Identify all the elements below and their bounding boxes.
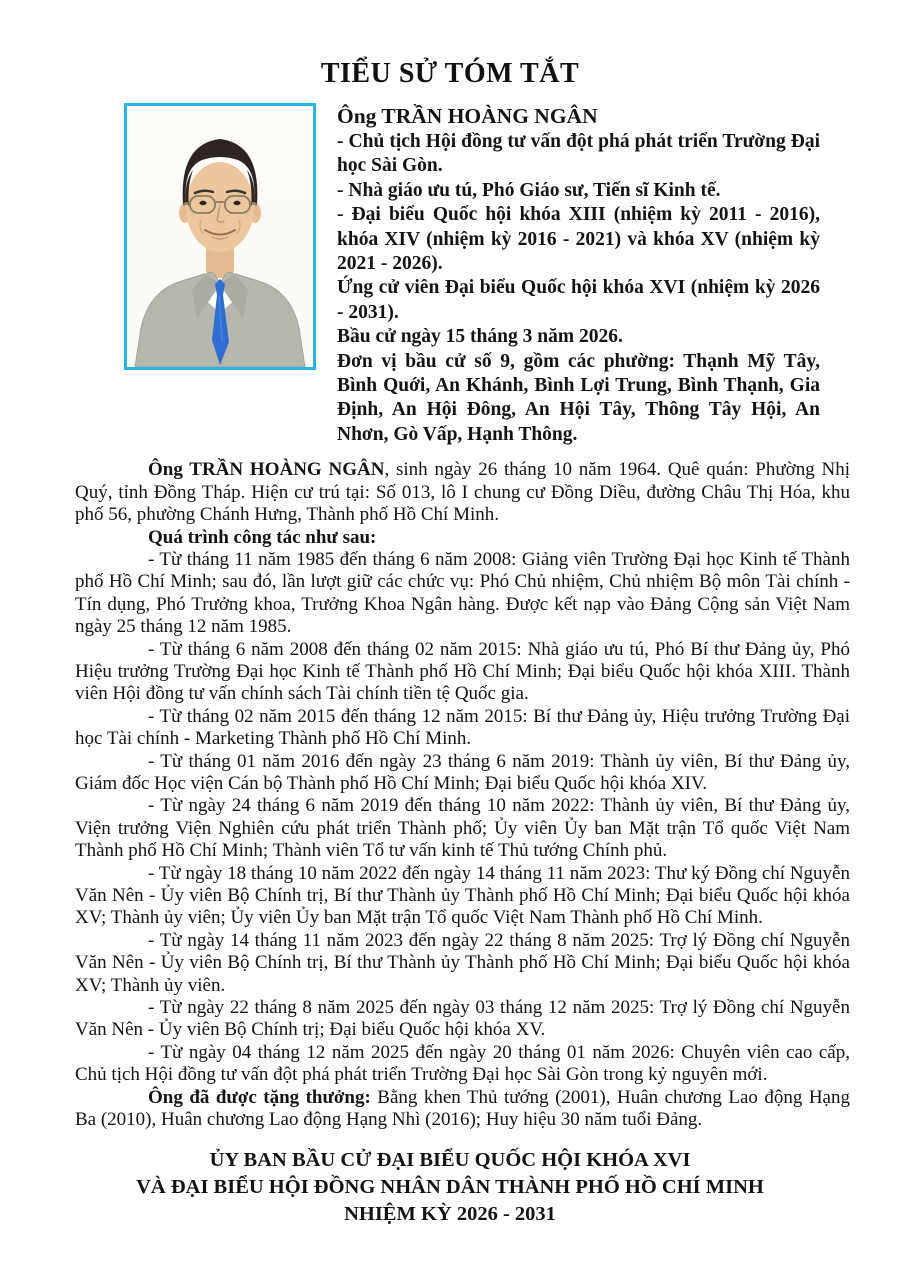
candidate-info-line: - Chủ tịch Hội đồng tư vấn đột phá phát triển Trường Đại học Sài Gòn. bbox=[337, 131, 820, 177]
career-paragraph: - Từ tháng 01 năm 2016 đến ngày 23 tháng 6 năm 2019: Thành ủy viên, Bí thư Đảng ủy, Giám đốc Học viện Cán bộ Thành phố Hồ Chí Minh; Đại biểu Quốc hội khóa XIV. bbox=[75, 750, 850, 794]
bio-intro-text: , sinh ngày 26 tháng 10 năm 1964. Quê quán: Phường Nhị Quý, tỉnh Đồng Tháp. Hiện cư trú tại: Số 013, lô I chung cư Đồng Diều, đường Châu Thị Hóa, khu phố 56, phường Chánh Hưng, Thành phố Hồ Chí Minh. bbox=[75, 459, 851, 526]
portrait-image bbox=[127, 106, 313, 367]
header-section bbox=[124, 103, 820, 447]
career-paragraph: - Từ ngày 24 tháng 6 năm 2019 đến tháng 10 năm 2022: Thành ủy viên, Bí thư Đảng ủy, Viện trưởng Viện Nghiên cứu phát triển Thành phố; Ủy viên Ủy ban Mặt trận Tổ quốc Việt Nam Thành phố Hồ Chí Minh; Thành viên Tổ tư vấn kinh tế Thủ tướng Chính phủ. bbox=[75, 795, 850, 862]
candidate-info-list bbox=[337, 130, 820, 447]
candidate-info-line: Đơn vị bầu cử số 9, gồm các phường: Thạnh Mỹ Tây, Bình Quới, An Khánh, Bình Lợi Trung, Bình Thạnh, Gia Định, An Hội Đông, An Hội Tây, Thông Tây Hội, An Nhơn, Gò Vấp, Hạnh Thông. bbox=[337, 350, 820, 445]
career-paragraph: - Từ tháng 11 năm 1985 đến tháng 6 năm 2008: Giảng viên Trường Đại học Kinh tế Thành phố Hồ Chí Minh; sau đó, lần lượt giữ các chức vụ: Phó Chủ nhiệm, Chủ nhiệm Bộ môn Tài chính - Tín dụng, Phó Trưởng khoa, Trưởng Khoa Ngân hàng. Được kết nạp vào Đảng Cộng sản Việt Nam ngày 25 tháng 12 năm 1985. bbox=[75, 548, 850, 638]
career-paragraph: - Từ ngày 22 tháng 8 năm 2025 đến ngày 03 tháng 12 năm 2025: Trợ lý Đồng chí Nguyễn Văn Nên - Ủy viên Bộ Chính trị; Đại biểu Quốc hội khóa XV. bbox=[75, 997, 850, 1041]
career-paragraph: - Từ ngày 14 tháng 11 năm 2023 đến ngày 22 tháng 8 năm 2025: Trợ lý Đồng chí Nguyễn Văn Nên - Ủy viên Bộ Chính trị, Bí thư Thành ủy Thành phố Hồ Chí Minh; Đại biểu Quốc hội khóa XV; Thành ủy viên. bbox=[75, 929, 850, 996]
bio-intro-name: Ông TRẦN HOÀNG NGÂN bbox=[148, 459, 385, 481]
career-list bbox=[75, 549, 850, 1087]
candidate-info-line: - Nhà giáo ưu tú, Phó Giáo sư, Tiến sĩ Kinh tế. bbox=[337, 179, 721, 201]
footer-committee bbox=[0, 1147, 900, 1228]
candidate-summary bbox=[337, 103, 820, 447]
biography-section bbox=[75, 459, 850, 1131]
candidate-info-line: - Đại biểu Quốc hội khóa XIII (nhiệm kỳ 2011 - 2016), khóa XIV (nhiệm kỳ 2016 - 2021) và khóa XV (nhiệm kỳ 2021 - 2026). bbox=[337, 204, 820, 275]
candidate-info-line: Bầu cử ngày 15 tháng 3 năm 2026. bbox=[337, 326, 623, 348]
career-paragraph: - Từ ngày 18 tháng 10 năm 2022 đến ngày 14 tháng 11 năm 2023: Thư ký Đồng chí Nguyễn Văn Nên - Ủy viên Bộ Chính trị, Bí thư Thành ủy Thành phố Hồ Chí Minh; Đại biểu Quốc hội khóa XV; Thành ủy viên; Ủy viên Ủy ban Mặt trận Tổ quốc Việt Nam Thành phố Hồ Chí Minh. bbox=[75, 862, 850, 929]
candidate-name: Ông TRẦN HOÀNG NGÂN bbox=[337, 104, 598, 128]
career-paragraph: - Từ ngày 04 tháng 12 năm 2025 đến ngày 20 tháng 01 năm 2026: Chuyên viên cao cấp, Chủ tịch Hội đồng tư vấn đột phá phát triển Trường Đại học Sài Gòn trong kỷ nguyên mới. bbox=[75, 1041, 850, 1086]
footer-line: NHIỆM KỲ 2026 - 2031 bbox=[344, 1203, 556, 1226]
awards-text: Bằng khen Thủ tướng (2001), Huân chương Lao động Hạng Ba (2010), Huân chương Lao động Hạng Nhì (2016); Huy hiệu 30 năm tuổi Đảng. bbox=[75, 1086, 850, 1131]
footer-line: ỦY BAN BẦU CỬ ĐẠI BIỂU QUỐC HỘI KHÓA XVI bbox=[209, 1149, 691, 1172]
career-heading: Quá trình công tác như sau: bbox=[148, 526, 377, 548]
candidate-photo bbox=[124, 103, 316, 370]
footer-line: VÀ ĐẠI BIỂU HỘI ĐỒNG NHÂN DÂN THÀNH PHỐ HỒ CHÍ MINH bbox=[136, 1176, 764, 1199]
career-paragraph: - Từ tháng 02 năm 2015 đến tháng 12 năm 2015: Bí thư Đảng ủy, Hiệu trưởng Trường Đại học Tài chính - Marketing Thành phố Hồ Chí Minh. bbox=[75, 705, 850, 750]
bio-intro-paragraph bbox=[75, 459, 850, 526]
career-paragraph: - Từ tháng 6 năm 2008 đến tháng 02 năm 2015: Nhà giáo ưu tú, Phó Bí thư Đảng ủy, Phó Hiệu trưởng Trường Đại học Kinh tế Thành phố Hồ Chí Minh; Đại biểu Quốc hội khóa XIII. Thành viên Hội đồng tư vấn chính sách Tài chính tiền tệ Quốc gia. bbox=[75, 638, 850, 705]
page-title: TIỂU SỬ TÓM TẮT bbox=[320, 58, 580, 89]
candidate-info-line: Ứng cử viên Đại biểu Quốc hội khóa XVI (nhiệm kỳ 2026 - 2031). bbox=[337, 277, 820, 323]
awards-label: Ông đã được tặng thưởng: bbox=[148, 1086, 371, 1108]
awards-paragraph bbox=[75, 1087, 850, 1132]
